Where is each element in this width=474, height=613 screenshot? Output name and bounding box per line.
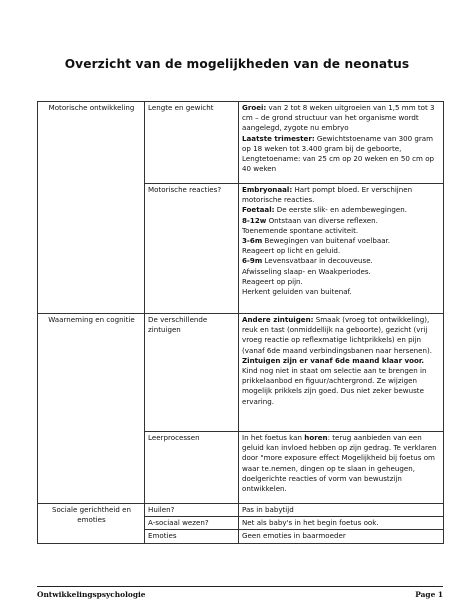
table-row [38, 314, 444, 432]
foetaal-text: De eerste slik- en adembewegingen. [274, 205, 407, 215]
category-cell-motorische [38, 102, 145, 314]
foetaal-paragraph [242, 205, 441, 215]
footer-divider [37, 586, 443, 587]
afwisseling-line: Afwisseling slaap- en Waakperiodes. [242, 266, 371, 276]
horen-label: horen [304, 433, 328, 442]
table-row [38, 504, 444, 517]
category-label: Motorische ontwikkeling [48, 103, 135, 112]
description-cell [239, 432, 444, 504]
page-title: Overzicht van de mogelijkheden van de neonatus [64, 57, 410, 71]
subcategory-label: Huilen? [148, 505, 175, 514]
footer-course-title: Ontwikkelingspsychologie [37, 590, 146, 599]
leerprocessen-paragraph [242, 433, 441, 494]
leer-pre: In het foetus kan [242, 433, 305, 442]
reageert-licht-line: Reageert op licht en geluid. [242, 246, 341, 256]
embryo-label: Embryonaal: [242, 185, 293, 194]
subcategory-label: Leerprocessen [148, 433, 200, 442]
zintuigen-klaar-bold: Zintuigen zijn er vanaf 6de maand klaar voor. [242, 355, 425, 365]
w812-label: 8-12w [242, 215, 267, 225]
groei-text: van 2 tot 8 weken uitgroeien van 1,5 mm tot 3 cm – de grond structuur van het organisme wordt aangelegd, zygote nu embryo [242, 103, 435, 133]
embryo-paragraph [242, 185, 441, 205]
category-label: Waarneming en cognitie [48, 315, 135, 324]
subcategory-label: A-sociaal wezen? [148, 518, 209, 528]
embryo-text: Hart pompt bloed. Er verschijnen motorische reacties. [242, 185, 413, 205]
trimester-label: Laatste trimester: [242, 133, 315, 143]
subcategory-label: Motorische reacties? [148, 185, 222, 194]
andere-zintuigen-paragraph [242, 315, 441, 356]
herkent-line: Herkent geluiden van buitenaf. [242, 287, 352, 297]
groei-label: Groei: [242, 103, 267, 112]
subcategory-label: De verschillende zintuigen [148, 315, 208, 335]
subcategory-cell [145, 530, 239, 543]
trimester-text: Gewichtstoename van 300 gram op 18 weken tot 3.400 gram bij de geboorte, Lengtetoename: van 25 cm op 20 weken en 50 cm op 40 weken [242, 133, 435, 174]
w812-line [242, 216, 441, 226]
description-cell [239, 517, 444, 530]
m69-line [242, 256, 441, 266]
m69-text: Levensvatbaar in decouveuse. [262, 256, 373, 266]
subcategory-label: Emoties [148, 531, 177, 541]
table-row [38, 102, 444, 184]
zintuigen-klaar-paragraph [242, 356, 441, 407]
description-cell [239, 102, 444, 184]
subcategory-cell [145, 184, 239, 314]
description-cell [239, 530, 444, 543]
andere-zintuigen-label: Andere zintuigen: [242, 315, 314, 324]
reageert-pijn-line: Reageert op pijn. [242, 276, 303, 286]
category-label: Sociale gerichtheid en emoties [51, 505, 132, 525]
w812-text: Ontstaan van diverse reflexen. [266, 215, 378, 225]
emoties-text: Geen emoties in baarmoeder [242, 531, 346, 541]
trimester-paragraph [242, 134, 441, 175]
category-cell-sociale [38, 504, 145, 544]
subcategory-cell [145, 102, 239, 184]
footer-page-number: Page 1 [415, 590, 443, 599]
m36-label: 3-6m [242, 236, 263, 246]
subcategory-cell [145, 517, 239, 530]
overview-table [37, 101, 444, 544]
zintuigen-klaar-text: Kind nog niet in staat om selectie aan te brengen in prikkelaanbod en figuur/achtergrond. Ze wijzigen mogelijk prikkels zijn goed. Dus niet zeker bewuste ervaring. [242, 366, 427, 406]
toenemende-line: Toenemende spontane activiteit. [242, 225, 359, 235]
category-cell-waarneming [38, 314, 145, 504]
foetaal-label: Foetaal: [242, 205, 275, 215]
m36-text: Bewegingen van buitenaf voelbaar. [262, 236, 391, 246]
description-cell [239, 504, 444, 517]
andere-zintuigen-text: Smaak (vroeg tot ontwikkeling), reuk en tast (onmiddellijk na geboorte), gezicht (vrij vroeg reactie op reflexmatige lichtprikkels) en pijn (vanaf 6de maand verbindingsbanen naar hersenen). [242, 315, 433, 355]
subcategory-cell [145, 504, 239, 517]
description-cell [239, 184, 444, 314]
subcategory-label: Lengte en gewicht [148, 103, 214, 112]
groei-paragraph [242, 103, 441, 134]
leer-post: : terug aanbieden van een geluid kan invloed hebben op zijn gedrag. Te verklaren door "more exposure effect Mogelijkheid bij foetus om waar te.nemen, dingen op te slaan in geheugen, doelgerichte reacties of vorm van bewustzijn ontwikkelen. [242, 433, 437, 494]
m36-line [242, 236, 441, 246]
description-cell [239, 314, 444, 432]
m69-label: 6-9m [242, 256, 263, 266]
subcategory-cell [145, 314, 239, 432]
subcategory-cell [145, 432, 239, 504]
huilen-text: Pas in babytijd [242, 505, 294, 514]
asociaal-text: Net als baby's in het begin foetus ook. [242, 518, 379, 528]
